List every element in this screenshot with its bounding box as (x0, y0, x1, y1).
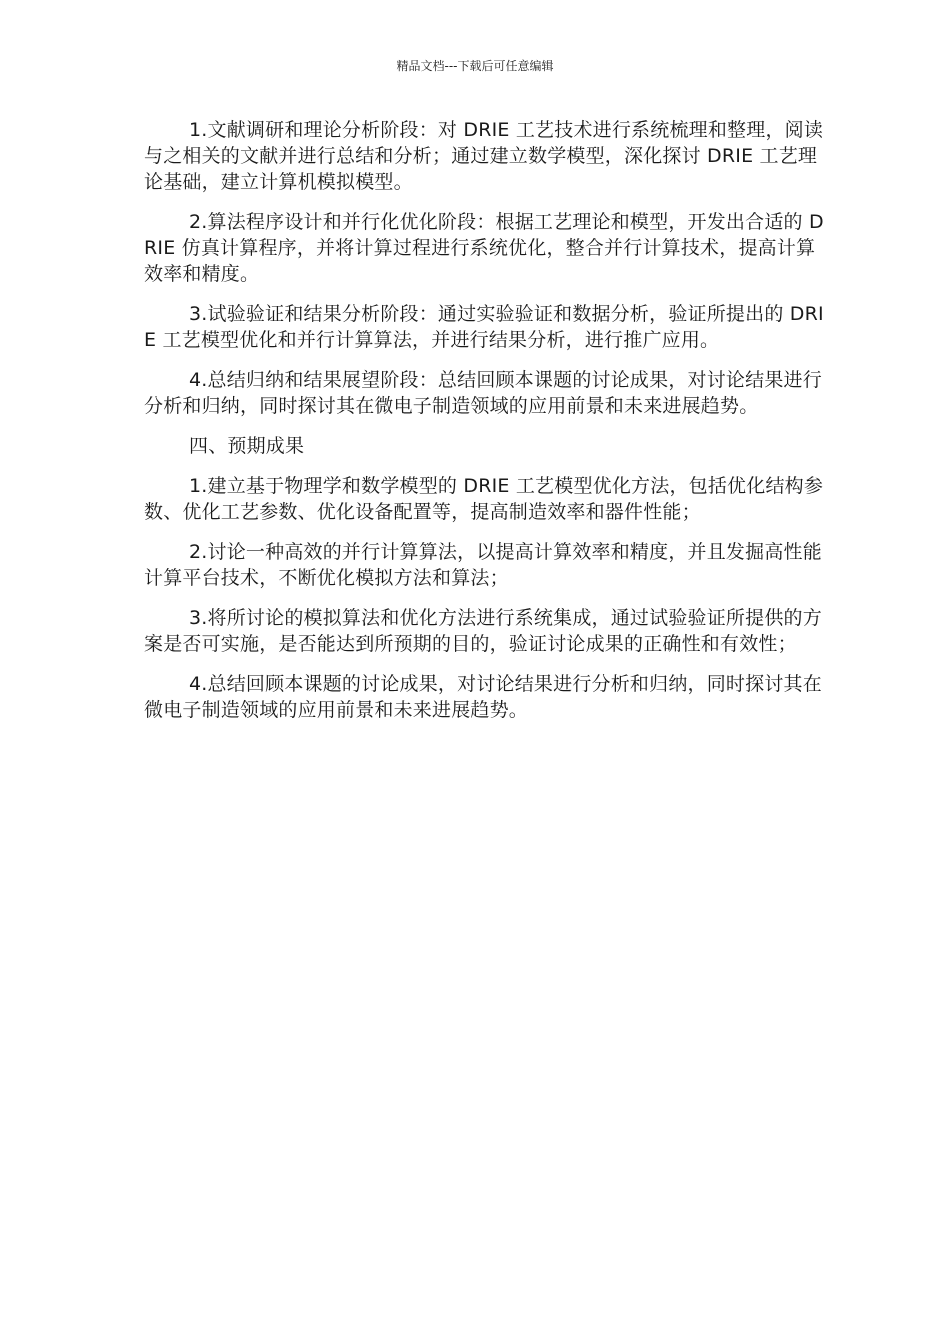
paragraph-method-3: 3.试验验证和结果分析阶段：通过实验验证和数据分析，验证所提出的 DRIE 工艺模型优化和并行计算算法，并进行结果分析，进行推广应用。 (144, 303, 824, 351)
paragraph-result-1: 1.建立基于物理学和数学模型的 DRIE 工艺模型优化方法，包括优化结构参数、优化工艺参数、优化设备配置等，提高制造效率和器件性能； (144, 475, 824, 523)
paragraph-result-3: 3.将所讨论的模拟算法和优化方法进行系统集成，通过试验验证所提供的方案是否可实施，是否能达到所预期的目的，验证讨论成果的正确性和有效性； (144, 607, 822, 655)
paragraph-method-2: 2.算法程序设计和并行化优化阶段：根据工艺理论和模型，开发出合适的 DRIE 仿真计算程序，并将计算过程进行系统优化，整合并行计算技术，提高计算效率和精度。 (144, 211, 824, 285)
paragraph-method-4: 4.总结归纳和结果展望阶段：总结回顾本课题的讨论成果，对讨论结果进行分析和归纳，同时探讨其在微电子制造领域的应用前景和未来进展趋势。 (144, 369, 822, 417)
paragraph-result-4: 4.总结回顾本课题的讨论成果，对讨论结果进行分析和归纳，同时探讨其在微电子制造领域的应用前景和未来进展趋势。 (144, 673, 822, 721)
paragraph-method-1: 1.文献调研和理论分析阶段：对 DRIE 工艺技术进行系统梳理和整理，阅读与之相关的文献并进行总结和分析；通过建立数学模型，深化探讨 DRIE 工艺理论基础，建立计算机模拟模型。 (144, 119, 824, 193)
paragraph-result-2: 2.讨论一种高效的并行计算算法，以提高计算效率和精度，并且发掘高性能计算平台技术，不断优化模拟方法和算法； (144, 541, 822, 589)
page-header: 精品文档---下载后可任意编辑 (396, 59, 554, 73)
document-body (144, 117, 824, 737)
section-heading-expected-results: 四、预期成果 (189, 435, 305, 457)
